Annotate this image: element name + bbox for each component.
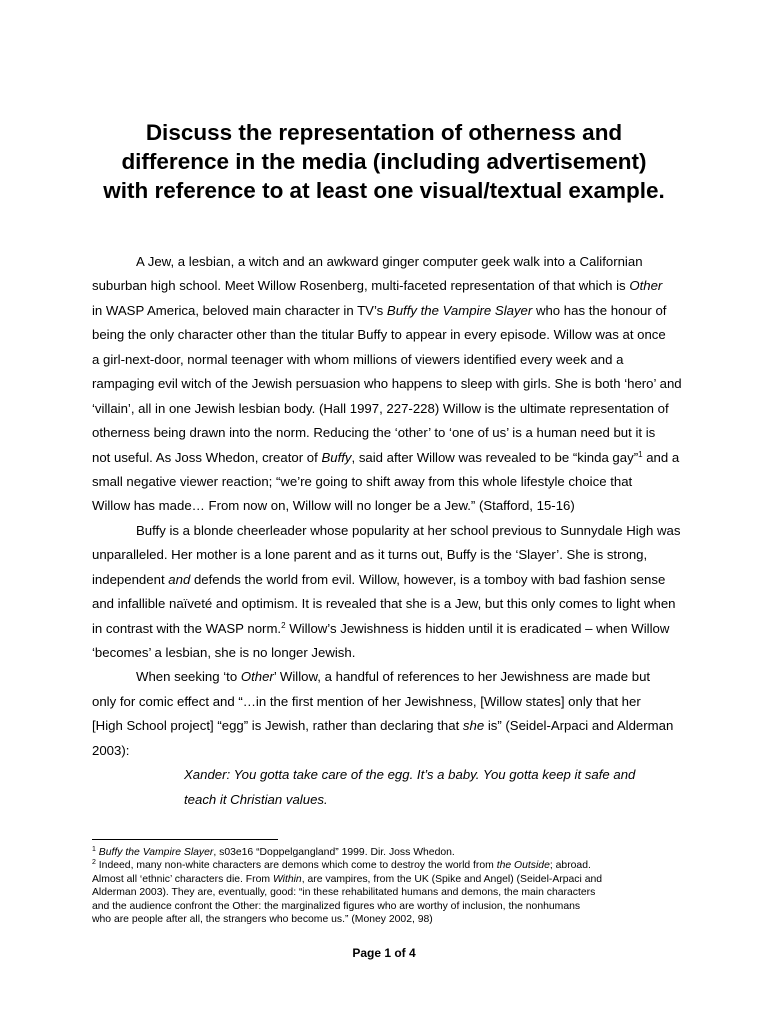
essay-body <box>92 250 682 812</box>
text-line <box>92 397 676 421</box>
text-run: in contrast with the WASP norm. <box>92 620 282 636</box>
text-run: not useful. As Joss Whedon, creator of <box>92 449 322 465</box>
text-line <box>92 739 676 763</box>
text-line <box>92 421 676 445</box>
text-run: a girl-next-door, normal teenager with whom millions of viewers identified every week and a <box>92 351 624 367</box>
text-run: ‘villain’, all in one Jewish lesbian body. (Hall 1997, 227-228) Willow is the ultimate representation of <box>92 400 669 416</box>
text-run: only for comic effect and “…in the first mention of her Jewishness, [Willow states] only that her <box>92 693 641 709</box>
text-line <box>92 348 676 372</box>
text-run: ’ Willow, a handful of references to her Jewishness are made but <box>273 669 651 685</box>
text-line <box>92 274 676 298</box>
emphasis: Buffy the Vampire Slayer <box>386 302 533 318</box>
text-run: Almost all ‘ethnic’ characters die. From <box>92 873 273 885</box>
text-run: suburban high school. Meet Willow Rosenberg, multi-faceted representation of that which is <box>92 278 630 294</box>
text-run: and infallible naïveté and optimism. It is revealed that she is a Jew, but this only comes to light when <box>92 596 676 612</box>
emphasis: she <box>462 718 485 734</box>
text-run: independent <box>92 571 169 587</box>
title-line: Discuss the representation of otherness and <box>145 120 623 145</box>
title-line: difference in the media (including advertisement) <box>121 149 647 174</box>
text-run: , s03e16 “Doppelgangland” 1999. Dir. Joss Whedon. <box>213 847 455 858</box>
text-line <box>92 519 681 543</box>
block-quote <box>92 763 676 812</box>
text-line <box>92 250 676 274</box>
quote-line: teach it Christian values. <box>184 791 328 807</box>
emphasis: and <box>168 571 191 587</box>
footnotes <box>92 846 676 926</box>
text-run: is” (Seidel-Arpaci and Alderman <box>484 718 674 734</box>
text-run: unparalleled. Her mother is a lone parent and as it turns out, Buffy is the ‘Slayer’. She is strong, <box>92 547 648 563</box>
text-line <box>92 372 682 396</box>
text-run: Buffy is a blonde cheerleader whose popularity at her school previous to Sunnydale High was <box>136 522 681 538</box>
footnote-line: and the audience confront the Other: the marginalized figures who are worthy of inclusion, the nonhumans <box>92 900 581 912</box>
footnote-number: 1 <box>92 846 96 853</box>
emphasis: the Outside <box>496 860 550 872</box>
text-line <box>92 299 676 323</box>
text-run: Indeed, many non-white characters are demons which come to destroy the world from <box>95 860 497 872</box>
paragraph-1 <box>92 250 682 519</box>
text-run: When seeking ‘to <box>136 669 241 685</box>
text-run: otherness being drawn into the norm. Reducing the ‘other’ to ‘one of us’ is a human need but it is <box>92 425 656 441</box>
text-run: Willow has made… From now on, Willow will no longer be a Jew.” (Stafford, 15-16) <box>92 498 575 514</box>
text-run: and a <box>642 449 680 465</box>
text-line <box>92 665 676 689</box>
text-run: ; abroad. <box>549 860 591 872</box>
footnote-line <box>92 873 676 886</box>
text-line <box>92 470 676 494</box>
text-run: ‘becomes’ a lesbian, she is no longer Jewish. <box>92 645 356 660</box>
text-run: being the only character other than the titular Buffy to appear in every episode. Willow was at once <box>92 327 666 343</box>
text-run: who has the honour of <box>532 302 667 318</box>
footnote-2 <box>92 859 676 872</box>
footnote-number: 2 <box>92 859 96 867</box>
title-line: with reference to at least one visual/textual example. <box>103 178 665 203</box>
emphasis: Within <box>272 873 302 885</box>
paragraph-2 <box>92 519 681 666</box>
text-run: , said after Willow was revealed to be “kinda gay” <box>351 449 639 465</box>
text-line <box>92 641 676 665</box>
text-run: in WASP America, beloved main character in TV’s <box>92 302 387 318</box>
essay-title <box>80 118 688 205</box>
emphasis: Other <box>629 278 663 294</box>
footnote-line: Alderman 2003). They are, eventually, good: “in these rehabilitated humans and demons, the main characters <box>92 887 596 899</box>
text-run: [High School project] “egg” is Jewish, rather than declaring that <box>92 718 463 734</box>
paragraph-3 <box>92 665 676 763</box>
footnote-ref-1[interactable]: 1 <box>638 449 643 459</box>
text-run: 2003): <box>92 742 130 758</box>
text-run: Willow’s Jewishness is hidden until it is eradicated – when Willow <box>285 620 670 636</box>
text-line <box>92 494 676 518</box>
footnote-line: who are people after all, the strangers who become us.” (Money 2002, 98) <box>92 913 433 925</box>
text-line <box>92 617 676 641</box>
footnote-1 <box>92 846 676 859</box>
text-line <box>92 568 676 592</box>
text-run: small negative viewer reaction; “we’re going to shift away from this whole lifestyle choice that <box>92 473 633 489</box>
text-run: rampaging evil witch of the Jewish persuasion who happens to sleep with girls. She is both ‘hero’ and <box>92 376 682 392</box>
text-run: defends the world from evil. Willow, however, is a tomboy with bad fashion sense <box>190 571 666 587</box>
text-line <box>92 714 676 738</box>
page-number: Page 1 of 4 <box>352 946 416 960</box>
text-line <box>92 592 676 616</box>
emphasis: Buffy the Vampire Slayer <box>98 847 214 858</box>
emphasis: Buffy <box>321 449 352 465</box>
footnote-ref-2[interactable]: 2 <box>281 620 286 630</box>
text-line <box>92 446 680 470</box>
footnote-separator <box>92 839 278 840</box>
quote-line: Xander: You gotta take care of the egg. It’s a baby. You gotta keep it safe and <box>184 767 636 783</box>
text-run: , are vampires, from the UK (Spike and Angel) (Seidel-Arpaci and <box>301 873 603 885</box>
emphasis: Other <box>240 669 274 685</box>
text-line <box>92 543 676 567</box>
text-line <box>92 690 676 714</box>
text-run: A Jew, a lesbian, a witch and an awkward ginger computer geek walk into a Californian <box>136 254 643 269</box>
text-line <box>92 323 676 347</box>
